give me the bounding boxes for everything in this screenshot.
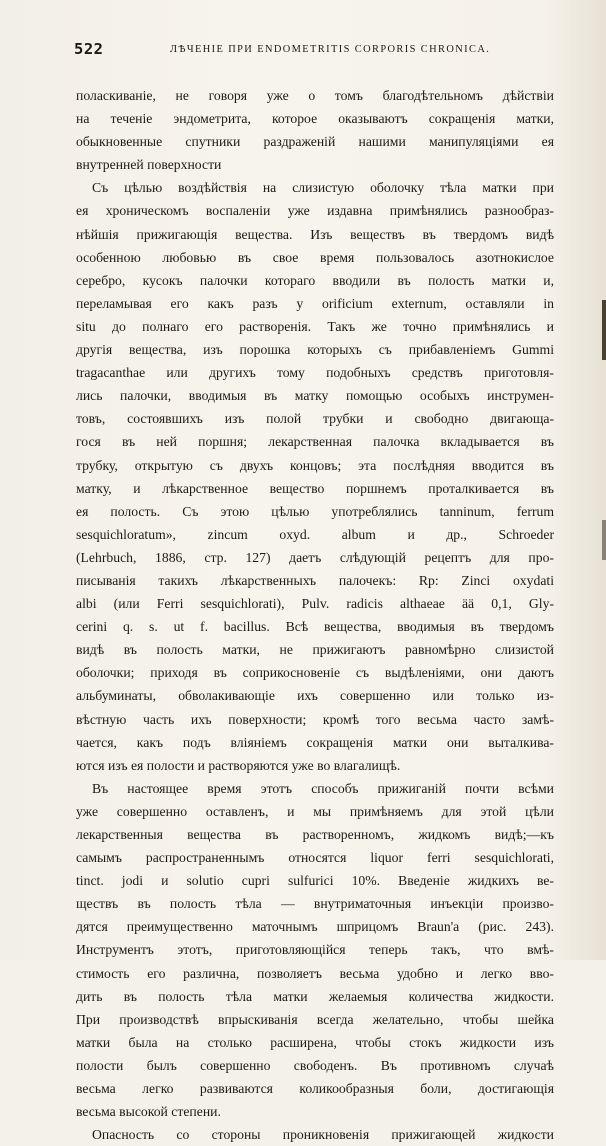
text-line: Съ цѣлью воздѣйствія на слизистую оболочку тѣла матки при [92, 180, 554, 196]
text-line: самымъ распространеннымъ относятся liquor ferri sesquichlorati, [76, 850, 554, 866]
page-header [74, 40, 556, 70]
text-line: весьма высокой степени. [76, 1104, 221, 1120]
text-line: матку, и лѣкарственное вещество поршнемъ проталкивается въ [76, 480, 554, 496]
text-line: лекарственныя вещества въ растворенномъ, жидкомъ видѣ;—къ [76, 827, 554, 842]
text-line: альбуминаты, обволакивающіе ихъ совершенно или только из- [76, 688, 554, 704]
text-line: нѣйшія прижигающія вещества. Изъ веществъ въ твердомъ видѣ [76, 226, 554, 242]
text-line: полости былъ совершенно свободенъ. Въ противномъ случаѣ [76, 1057, 554, 1073]
text-line: ществъ въ полость тѣла — внутриматочныя инъекціи произво- [76, 896, 554, 912]
text-line: situ до полнаго его растворенія. Такъ же точно примѣнялись и [76, 318, 554, 334]
text-line: поласкиваніе, не говоря уже о томъ благодѣтельномъ дѣйствіи [76, 88, 554, 103]
text-line: матки была на столько расширена, чтобы стокъ жидкости изъ [76, 1034, 554, 1050]
text-line: ея полость. Съ этою цѣлью употреблялись tanninum, ferrum [76, 503, 554, 519]
text-line: трубку, открытую съ двухъ концовъ; эта послѣдняя вводится въ [76, 457, 554, 473]
text-line: (Lehrbuch, 1886, стр. 127) даетъ слѣдующій рецептъ для про- [76, 549, 554, 565]
text-line: оболочки; приходя въ соприкосновеніе съ выдѣленіями, они даютъ [76, 665, 554, 681]
text-line: писыванія такихъ лѣкарственныхъ палочекъ: Rp: Zinci oxydati [76, 572, 554, 588]
text-line: albi (или Ferri sesquichlorati), Pulv. radicis althaeae ää 0,1, Gly- [76, 596, 554, 612]
page-edge-shadow [602, 300, 606, 360]
text-line: на теченіе эндометрита, которое оказываютъ сокращенія матки, [76, 111, 554, 127]
text-line: обыкновенные спутники раздраженій нашими манипуляціями ея [76, 134, 554, 150]
text-line: серебро, кусокъ палочки котораго вводили въ полость матки и, [76, 272, 554, 288]
text-line: видѣ въ полость матки, не прижигаютъ равномѣрно слизистой [76, 642, 554, 658]
text-line: другія вещества, изъ порошка которыхъ съ прибавленіемъ Gummi [76, 342, 554, 358]
text-line: Въ настоящее время этотъ способъ прижиганій почти всѣми [92, 780, 554, 796]
text-line: особенною любовью въ свое время пользовалось азотнокислое [76, 249, 554, 265]
text-line: внутренней поверхности [76, 157, 222, 173]
text-line: ются изъ ея полости и растворяются уже во влагалищѣ. [76, 757, 401, 773]
text-line: tinct. jodi и solutio cupri sulfurici 10%. Введеніе жидкихъ ве- [76, 873, 554, 889]
text-line: вѣстную часть ихъ поверхности; кромѣ того весьма часто замѣ- [76, 711, 554, 727]
text-line: товъ, состоявшихъ изъ полой трубки и свободно двигающа- [76, 411, 554, 427]
text-line: лись палочки, вводимыя въ матку помощью особыхъ инструмен- [76, 388, 554, 404]
text-line: гося въ ней поршня; лекарственная палочка вкладывается въ [76, 434, 554, 450]
text-line: стимость его различна, позволяетъ весьма удобно и легко вво- [76, 965, 554, 981]
text-line: уже совершенно оставленъ, и мы примѣняемъ для этой цѣли [76, 803, 554, 819]
text-line: чается, какъ подъ вліяніемъ сокращенія матки они выталкива- [76, 734, 554, 750]
text-line: дятся преимущественно маточнымъ шприцомъ Braun'a (рис. 243). [76, 919, 554, 935]
body-text [76, 84, 554, 1143]
text-line: Инструментъ этотъ, приготовляющійся теперь такъ, что вмѣ- [76, 942, 554, 958]
text-line: весьма легко развиваются коликообразныя боли, достигающія [76, 1081, 554, 1097]
text-line: ея хроническомъ воспаленіи уже издавна примѣнялись разнообраз- [76, 203, 554, 219]
page-edge-shadow [602, 520, 606, 560]
text-line: дить въ полость тѣла матки желаемыя количества жидкости. [76, 988, 554, 1004]
text-line: sesquichloratum», zincum oxyd. album и др., Schroeder [76, 526, 554, 542]
text-line: При производствѣ впрыскиванія всегда желательно, чтобы шейка [76, 1011, 554, 1027]
text-line: переламывая его какъ разъ у orificium externum, оставляли in [76, 295, 554, 311]
text-line: cerini q. s. ut f. bacillus. Всѣ вещества, вводимыя въ твердомъ [76, 619, 554, 635]
page-number: 522 [74, 40, 104, 58]
text-line: tragacanthae или другихъ тому подобныхъ средствъ приготовля- [76, 365, 554, 381]
text-line: Опасность со стороны проникновенія прижигающей жидкости [92, 1127, 554, 1143]
running-head: ЛѢЧЕНІЕ ПРИ ENDOMETRITIS CORPORIS CHRONICA. [170, 44, 491, 55]
